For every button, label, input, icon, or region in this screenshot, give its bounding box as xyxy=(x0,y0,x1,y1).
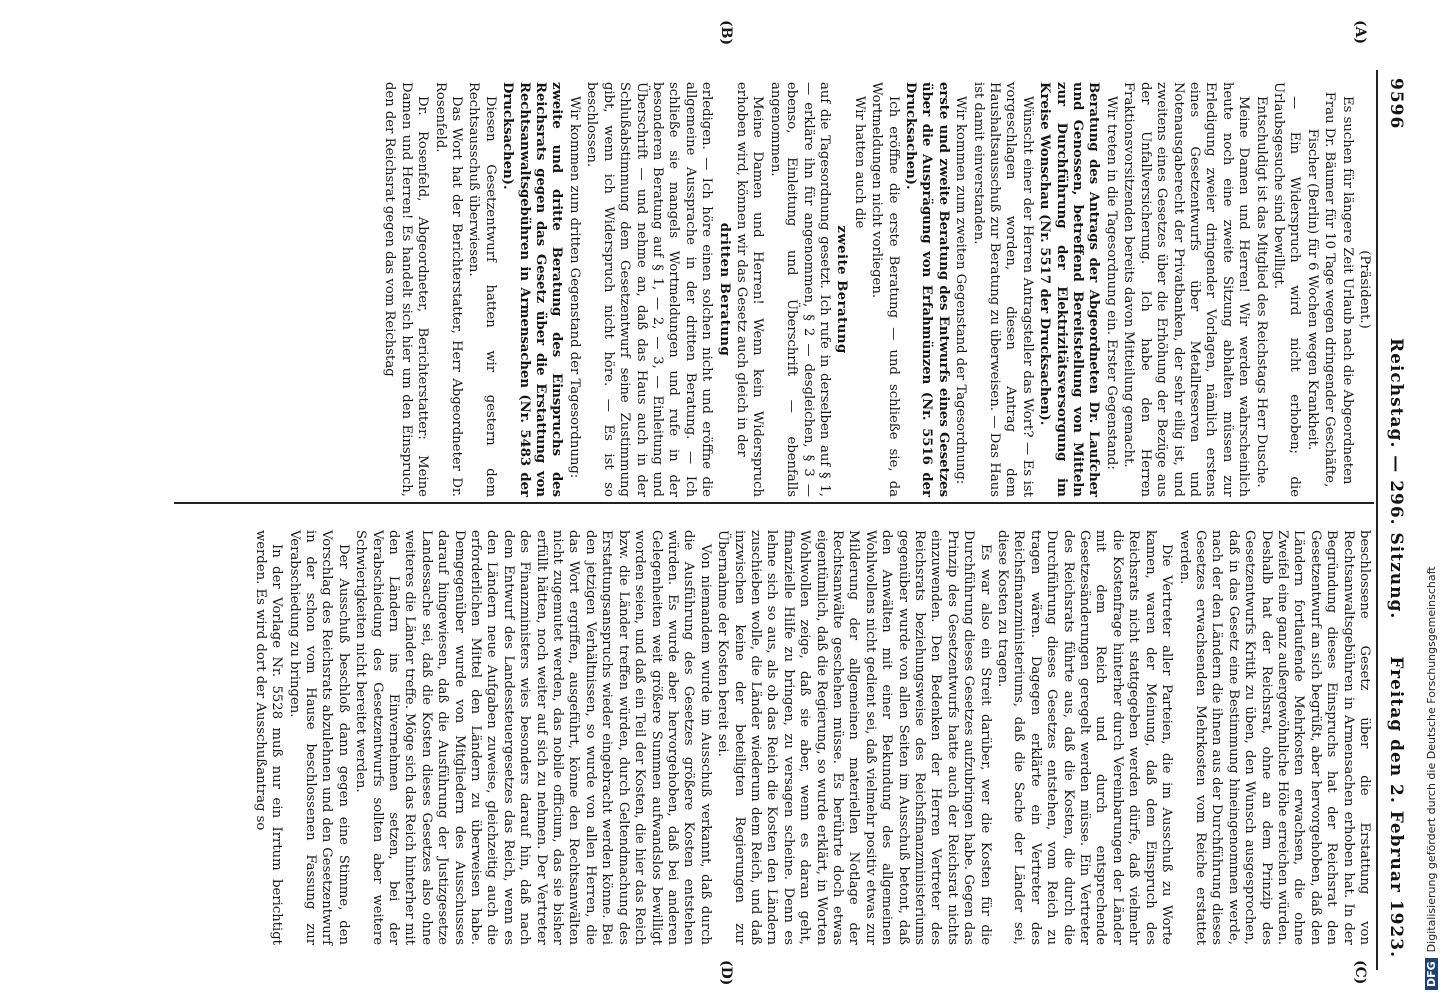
paragraph: beschlossene Gesetz über die Erstattung von Rechtsanwaltsgebühren in Armensachen erhoben hat. In der Begründung dieses Einspruchs hat der Reichsrat den Gesetzentwurf an sich begrüßt, aber hervorgehoben, daß den Ländern fortlaufende Mehrkosten erwachsen, die ohne Zweifel eine ganz außergewöhnliche Höhe erreichen würden. Deshalb hat der Reichsrat, ohne an dem Prinzip des Gesetzentwurfs Kritik zu üben, den Wunsch ausgesprochen, daß in das Gesetz eine Bestimmung hineingenommen werde, nach der den Ländern die ihnen aus der Durchführung dieses Gesetzes erwachsenden Mehrkosten vom Reiche erstattet werden. xyxy=(1176,530,1372,945)
paragraph: Die Vertreter aller Parteien, die im Ausschuß zu Worte kamen, waren der Meinung, daß dem Einspruch des Reichsrats nicht stattgegeben werden dürfe, daß vielmehr die Kostenfrage hinterher durch Vereinbarungen der Länder mit dem Reich und durch entsprechende Gesetzesänderungen geregelt werden müsse. Ein Vertreter des Reichsrats führte aus, daß die Kosten, die durch die Durchführung dieses Gesetzes entstehen, vom Reich zu tragen wären. Dagegen erklärte ein Vertreter des Reichsfinanzministeriums, daß die Sache der Länder sei, diese Kosten zu tragen. xyxy=(995,530,1175,945)
paragraph: Ich eröffne die erste Beratung — und schließe sie, da Wortmeldungen nicht vorliegen. xyxy=(869,82,901,497)
paragraph: Wir hatten auch die xyxy=(851,96,867,229)
paragraph: — Ein Widerspruch wird nicht erhoben; die Urlaubsgesuche sind bewilligt. xyxy=(1270,82,1303,497)
dfg-logo: DFG xyxy=(1425,958,1438,990)
agenda-item: erste und zweite Beratung des Entwurfs eines Gesetzes über die Ausprägung von Erfahmünzen (Nr. 5516 der Drucksachen). xyxy=(903,82,951,497)
paragraph: Es war also ein Streit darüber, wer die Kosten für die Durchführung dieses Gesetzes aufzubringen habe. Gegen das Prinzip des Gesetzentwurfs hatte auch der Reichsrat nichts einzuwenden. Den Bedenken der Herren Vertreter des Reichsrats beziehungsweise des Reichsfinanzministeriums gegenüber wurde von allen Seiten im Ausschuß betont, daß den Anwälten mit einer Bekundung des allgemeinen Wohlwollens nicht gedient sei, daß vielmehr positiv etwas zur Milderung der allgemeinen materiellen Notlage der Rechtsanwälte geschehen müsse. Es berührte doch etwas eigentümlich, daß die Regierung, so wurde erklärt, in Worten Wohlwollen zeige, daß sie aber, wenn es daran geht, finanzielle Hilfe zu bringen, zu versagen scheine. Denn es lehne sich so aus, als ob das Reich die Kosten den Ländern zuschieben wolle, die Länder wiederum dem Reich, und daß inzwischen keine der beteiligten Regierungen zur Übernahme der Kosten bereit sei. xyxy=(715,530,993,945)
paragraph: Der Ausschuß beschloß dann gegen eine Stimme, den Vorschlag des Reichsrats abzulehnen und den Gesetzentwurf in der schon vom Hause beschlossenen Fassung zur Verabschiedung zu bringen. xyxy=(286,530,351,945)
agenda-item: zweite und dritte Beratung des Einspruchs des Reichsrats gegen das Gesetz über die Erstattung von Rechtsanwaltsgebühren in Armensachen (Nr. 5483 der Drucksachen). xyxy=(500,82,565,497)
paragraph: Das Wort hat der Berichterstatter, Herr Abgeordneter Dr. Rosenfeld. xyxy=(432,82,465,497)
column-divider xyxy=(174,502,1374,504)
paragraph: Meine Damen und Herren! Wenn kein Widerspruch erhoben wird, können wir das Gesetz auch gleich in der xyxy=(733,82,766,497)
paragraph: Frau Dr. Bäumer für 10 Tage wegen dringender Geschäfte, xyxy=(1322,91,1338,488)
paragraph: Wir treten in die Tagesordnung ein. Erster Gegenstand: xyxy=(1103,96,1119,470)
footer-credit xyxy=(1407,30,1438,990)
paragraph: Fischer (Berlin) für 6 Wochen wegen Krankheit. xyxy=(1304,128,1320,451)
paragraph: Es suchen für längere Zeit Urlaub nach die Abgeordneten xyxy=(1339,96,1355,485)
paragraph: In der Vorlage Nr. 5528 muß nur ein Irrtum berichtigt werden. Es wird dort der Ausschußantrag so xyxy=(252,530,285,945)
header-rule xyxy=(1376,70,1378,970)
paragraph: Wünscht einer der Herren Antragsteller das Wort? — Es ist vorgeschlagen worden, diesen Antrag dem Haushaltsausschuß zur Beratung zu überweisen. — Das Haus ist damit einverstanden. xyxy=(970,82,1035,497)
left-column xyxy=(380,82,1372,497)
paragraph: Dr. Rosenfeld, Abgeordneter, Berichterstatter: Meine Damen und Herren! Es handelt sich hier um den Einspruch, den der Reichsrat gegen das vom Reichstag xyxy=(382,82,431,497)
margin-mark-b: (B) xyxy=(718,20,734,46)
section-heading: dritten Beratung xyxy=(716,222,732,357)
paragraph: erledigen. — Ich höre einen solchen nicht und eröffne die allgemeine Aussprache in der dritten Beratung. — Ich schließe sie mangels Wortmeldungen und rufe in der besonderen Beratung auf § 1, — 2, — 3, — Einleitung und Überschrift — und nehme an, daß das Haus auch in der Schlußabstimmung dem Gesetzentwurf seine Zustimmung gibt, wenn ich Widerspruch nicht höre. — Es ist so beschlossen. xyxy=(584,82,715,497)
section-heading: zweite Beratung xyxy=(834,225,850,354)
page-number: 9596 xyxy=(1386,78,1406,130)
footer-text-line xyxy=(1425,30,1445,990)
session-date: Freitag den 2. Februar 1923. xyxy=(1386,656,1406,958)
paragraph: Entschuldigt ist das Mitglied des Reichstags Herr Dusche. xyxy=(1253,96,1269,488)
margin-mark-c: (C) xyxy=(1352,960,1368,985)
margin-mark-a: (A) xyxy=(1352,20,1368,45)
margin-mark-d: (D) xyxy=(718,960,734,986)
paragraph: Von niemandem wurde im Ausschuß verkannt, daß durch die Ausführung des Gesetzes größere Kosten entstehen würden. Es wurde aber hervorgehoben, daß bei anderen Gelegenheiten weit größere Summen aufwandslos bewilligt worden seien, und daß ein Teil der Kosten, die hier das Reich bzw. die Länder treffen würden, durch Geltendmachung des Erstattungsanspruchs wieder eingebracht werden könne. Bei den jetzigen Verhältnissen, so wurde von allen Herren, die das Wort ergriffen, ausgeführt, könne den Rechtsanwälten nicht zugemutet werden, das nobile officium, das sie bisher erfüllt hätten, noch weiter auf sich zu nehmen. Der Vertreter des Finanzministers wies besonders darauf hin, daß nach dem Entwurf des Landessteuergesetzes das Reich, wenn es den Ländern neue Aufgaben zuweise, gleichzeitig auch die erforderlichen Mittel den Ländern zu überweisen habe. Demgegenüber wurde von Mitgliedern des Ausschusses darauf hingewiesen, daß die Ausführung der Justizgesetze Landessache sei, daß die Kosten dieses Gesetzes also ohne weiteres die Länder treffe. Möge sich das Reich hinterher mit den Ländern ins Einvernehmen setzen, bei der Verabschiedung des Gesetzentwurfs sollten aber weitere Schwierigkeiten nicht bereitet werden. xyxy=(353,530,713,945)
footer-text: Digitalisierung gefördert durch die Deutsche Forschungsgemeinschaft xyxy=(1425,566,1438,953)
paragraph: Meine Damen und Herren! Wir werden wahrscheinlich heute noch eine zweite Sitzung abhalten müssen zur Erledigung zweier dringender Vorlagen, nämlich erstens eines Gesetzentwurfs über Metallreserven und Notenausgaberecht der Privatbanken, der sehr eilig ist, und zweitens eines Gesetzes über die Erhöhung der Bezüge aus der Unfallversicherung. Ich habe den Herren Fraktionsvorsitzenden bereits davon Mitteilung gemacht. xyxy=(1121,82,1252,497)
paragraph: auf die Tagesordnung gesetzt. Ich rufe in derselben auf § 1, — erkläre ihn für angenommen, § 2 — desgleichen, § 3 — ebenso, Einleitung und Überschrift — ebenfalls angenommen. xyxy=(767,82,832,497)
agenda-item: Beratung des Antrags der Abgeordneten Dr. Laufcher und Genossen, betreffend Bereitstellung von Mitteln zur Durchführung der Elektrizitätsversorgung im Kreise Wonschau (Nr. 5517 der Drucksachen). xyxy=(1037,82,1102,497)
speaker-label: (Präsident.) xyxy=(1357,250,1372,329)
page-header xyxy=(1380,78,1406,958)
right-column xyxy=(250,530,1372,945)
paragraph: Wir kommen zum zweiten Gegenstand der Tagesordnung: xyxy=(953,96,969,485)
page-title: Reichstag. — 296. Sitzung. xyxy=(1386,338,1406,620)
paragraph: Diesen Gesetzentwurf hatten wir gestern dem Rechtsausschuß überwiesen. xyxy=(466,82,498,497)
paragraph: Wir kommen zum dritten Gegenstand der Tagesordnung: xyxy=(566,96,582,479)
